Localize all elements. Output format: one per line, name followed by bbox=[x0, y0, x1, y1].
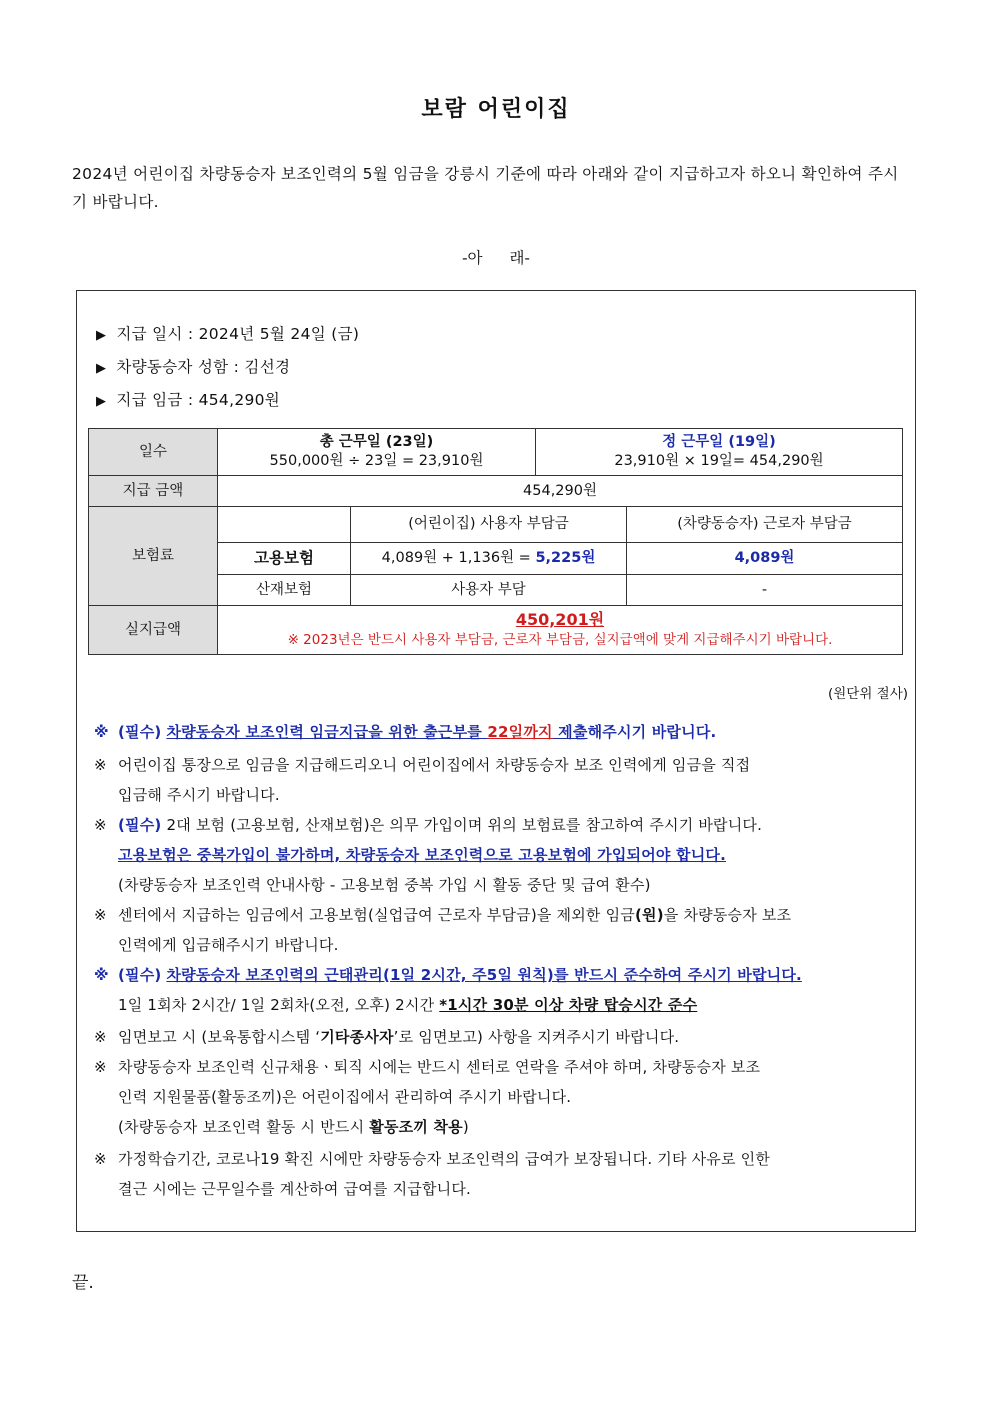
end-mark: 끝. bbox=[72, 1273, 94, 1293]
notice-mark: ※ bbox=[94, 1028, 107, 1046]
notice-5: ※ (필수) 차량동승자 보조인력의 근태관리(1일 2시간, 주5일 원칙)를 반드시 준수하여 주시기 바랍니다. 1일 1회차 2시간/ 1일 2회차(오전, 오후) 2시간 *1시간 30분 이상 차량 탑승시간 준수 bbox=[94, 960, 906, 1020]
pay-label: 지급 금액 bbox=[89, 476, 218, 507]
notice-6: ※ 임면보고 시 (보육통합시스템 ‘기타종사자’로 임면보고) 사항을 지켜주시기 바랍니다. bbox=[94, 1022, 906, 1052]
bullet-worker-name: ▶ 차량동승자 성함 : 김선경 bbox=[96, 358, 291, 376]
employment-insurance-label: 고용보험 bbox=[218, 543, 351, 575]
pay-value: 454,290원 bbox=[218, 476, 903, 507]
insurance-label: 보험료 bbox=[89, 507, 218, 606]
bullet-payment-date: ▶ 지급 일시 : 2024년 5월 24일 (금) bbox=[96, 325, 360, 343]
notice-mark: ※ bbox=[94, 966, 109, 984]
notice-mark: ※ bbox=[94, 906, 107, 924]
wage-table bbox=[88, 428, 903, 655]
section-heading-are: -아 래- bbox=[461, 249, 531, 267]
employment-worker-cell: 4,089원 bbox=[627, 543, 903, 575]
net-pay-amount: 450,201원 bbox=[515, 610, 605, 629]
notice-2: ※ 어린이집 통장으로 임금을 지급해드리오니 어린이집에서 차량동승자 보조 인력에게 임금을 직접 입금해 주시기 바랍니다. bbox=[94, 750, 906, 810]
total-days-cell: 총 근무일 (23일) 550,000원 ÷ 23일 = 23,910원 bbox=[218, 429, 536, 476]
days-label: 일수 bbox=[89, 429, 218, 476]
notice-7: ※ 차량동승자 보조인력 신규채용ㆍ퇴직 시에는 반드시 센터로 연락을 주셔야 하며, 차량동승자 보조 인력 지원물품(활동조끼)은 어린이집에서 관리하여 주시기 바랍니다. (차량동승자 보조인력 활동 시 반드시 활동조끼 착용) bbox=[94, 1052, 906, 1142]
triangle-bullet-icon: ▶ bbox=[96, 394, 107, 409]
notice-1: ※ (필수) 차량동승자 보조인력 임금지급을 위한 출근부를 22일까지 제출해주시기 바랍니다. bbox=[94, 717, 906, 747]
industrial-employer-cell: 사용자 부담 bbox=[351, 575, 627, 606]
industrial-worker-cell: - bbox=[627, 575, 903, 606]
net-pay-cell bbox=[218, 606, 903, 655]
notice-mark: ※ bbox=[94, 816, 107, 834]
notice-mark: ※ bbox=[94, 1058, 107, 1076]
triangle-bullet-icon: ▶ bbox=[96, 361, 107, 376]
notice-mark: ※ bbox=[94, 756, 107, 774]
table-row bbox=[89, 429, 903, 476]
table-row bbox=[89, 507, 903, 543]
employment-employer-cell: 4,089원 + 1,136원 = 5,225원 bbox=[351, 543, 627, 575]
employer-header: (어린이집) 사용자 부담금 bbox=[351, 507, 627, 543]
notice-4: ※ 센터에서 지급하는 임금에서 고용보험(실업급여 근로자 부담금)을 제외한 임금(원)을 차량동승자 보조 인력에게 입금해주시기 바랍니다. bbox=[94, 900, 906, 960]
net-pay-label: 실지급액 bbox=[89, 606, 218, 655]
table-row bbox=[89, 606, 903, 655]
regular-days-cell: 정 근무일 (19일) 23,910원 × 19일= 454,290원 bbox=[536, 429, 903, 476]
notice-mark: ※ bbox=[94, 1150, 107, 1168]
intro-paragraph: 2024년 어린이집 차량동승자 보조인력의 5월 임금을 강릉시 기준에 따라 아래와 같이 지급하고자 하오니 확인하여 주시기 바랍니다. bbox=[72, 165, 899, 211]
industrial-insurance-label: 산재보험 bbox=[218, 575, 351, 606]
bullet-wage: ▶ 지급 임금 : 454,290원 bbox=[96, 391, 281, 409]
notice-8: ※ 가정학습기간, 코로나19 확진 시에만 차량동승자 보조인력의 급여가 보장됩니다. 기타 사유로 인한 결근 시에는 근무일수를 계산하여 급여를 지급합니다. bbox=[94, 1144, 906, 1204]
notice-3: ※ (필수) 2대 보험 (고용보험, 산재보험)은 의무 가입이며 위의 보험료를 참고하여 주시기 바랍니다. 고용보험은 중복가입이 불가하며, 차량동승자 보조인력으로 고용보험에 가입되어야 합니다. (차량동승자 보조인력 안내사항 - 고용보험 중복 가입 시 활동 중단 및 급여 환수) bbox=[94, 810, 906, 900]
net-pay-note: ※ 2023년은 반드시 사용자 부담금, 근로자 부담금, 실지급액에 맞게 지급해주시기 바랍니다. bbox=[287, 632, 833, 648]
document-title: 보람 어린이집 bbox=[421, 97, 571, 122]
notice-mark: ※ bbox=[94, 723, 109, 741]
worker-header: (차량동승자) 근로자 부담금 bbox=[627, 507, 903, 543]
unit-note: (원단위 절사) bbox=[827, 686, 908, 702]
empty-cell bbox=[218, 507, 351, 543]
triangle-bullet-icon: ▶ bbox=[96, 328, 107, 343]
table-row bbox=[89, 476, 903, 507]
